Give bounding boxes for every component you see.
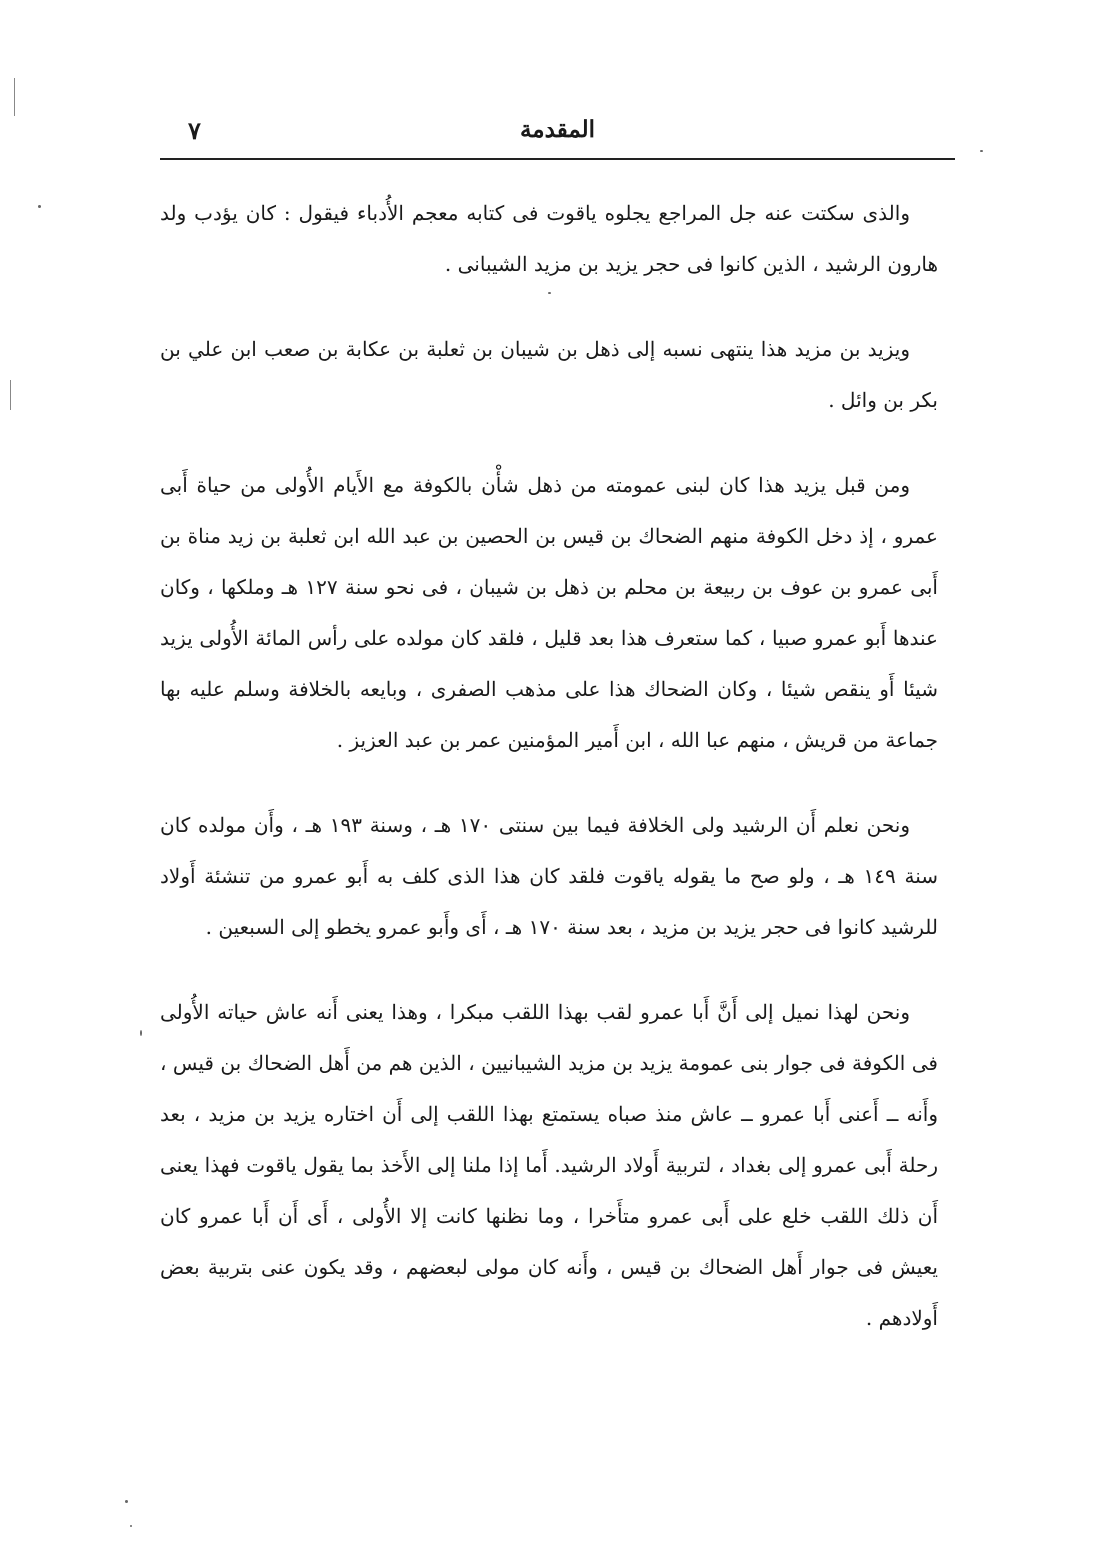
body-text	[160, 188, 938, 1344]
scan-margin-mark	[10, 380, 11, 410]
scan-speck	[130, 1525, 132, 1527]
page-header	[160, 108, 955, 158]
paragraph: والذى سكتت عنه جل المراجع يجلوه ياقوت فى كتابه معجم الأُدباء فيقول : كان يؤدب ولد هارون الرشيد ، الذين كانوا فى حجر يزيد بن مزيد الشيبانى .	[160, 201, 938, 276]
scan-speck	[980, 150, 983, 152]
scan-margin-mark	[14, 78, 15, 116]
scan-speck	[125, 1500, 128, 1503]
scan-speck	[548, 292, 551, 294]
paragraph: ويزيد بن مزيد هذا ينتهى نسبه إلى ذهل بن شيبان بن ثعلبة بن عكابة بن صعب ابن علي بن بكر بن وائل .	[160, 337, 938, 412]
scan-speck	[38, 205, 41, 208]
paragraph: ونحن لهذا نميل إلى أَنَّ أَبا عمرو لقب بهذا اللقب مبكرا ، وهذا يعنى أَنه عاش حياته الأُولى فى الكوفة فى جوار بنى عمومة يزيد بن مزيد الشيبانيين ، الذين هم من أَهل الضحاك بن قيس ، وأَنه ــ أَعنى أَبا عمرو ــ عاش منذ صباه يستمتع بهذا اللقب إلى أَن اختاره يزيد بن مزيد ، بعد رحلة أَبى عمرو إلى بغداد ، لتربية أَولاد الرشيد. أَما إذا ملنا إلى الأَخذ بما يقول ياقوت فهذا يعنى أَن ذلك اللقب خلع على أَبى عمرو متأَخرا ، وما نظنها كانت إلا الأُولى ، أَى أَن أَبا عمرو كان يعيش فى جوار أَهل الضحاك بن قيس ، وأَنه كان مولى لبعضهم ، وقد يكون عنى بتربية بعض أَولادهم .	[160, 1000, 938, 1330]
scan-speck	[140, 1030, 142, 1036]
paragraph: ونحن نعلم أَن الرشيد ولى الخلافة فيما بين سنتى ١٧٠ هـ ، وسنة ١٩٣ هـ ، وأَن مولده كان سنة ١٤٩ هـ ، ولو صح ما يقوله ياقوت فلقد كان هذا الذى كلف به أَبو عمرو من تنشئة أَولاد للرشيد كانوا فى حجر يزيد بن مزيد ، بعد سنة ١٧٠ هـ ، أَى وأَبو عمرو يخطو إلى السبعين .	[160, 813, 938, 939]
header-rule	[160, 158, 955, 160]
paragraph: ومن قبل يزيد هذا كان لبنى عمومته من ذهل شأْن بالكوفة مع الأَيام الأُولى من حياة أَبى عمرو ، إذ دخل الكوفة منهم الضحاك بن قيس بن الحصين بن عبد الله ابن ثعلبة بن زيد مناة بن أَبى عمرو بن عوف بن ربيعة بن محلم بن ذهل بن شيبان ، فى نحو سنة ١٢٧ هـ وملكها ، وكان عندها أَبو عمرو صبيا ، كما ستعرف هذا بعد قليل ، فلقد كان مولده على رأس المائة الأُولى يزيد شيئا أَو ينقص شيئا ، وكان الضحاك هذا على مذهب الصفرى ، وبايعه بالخلافة وسلم عليه بها جماعة من قريش ، منهم عبا الله ، ابن أَمير المؤمنين عمر بن عبد العزيز .	[160, 473, 938, 752]
page-number: ٧	[188, 116, 201, 145]
running-title: المقدمة	[519, 116, 596, 143]
